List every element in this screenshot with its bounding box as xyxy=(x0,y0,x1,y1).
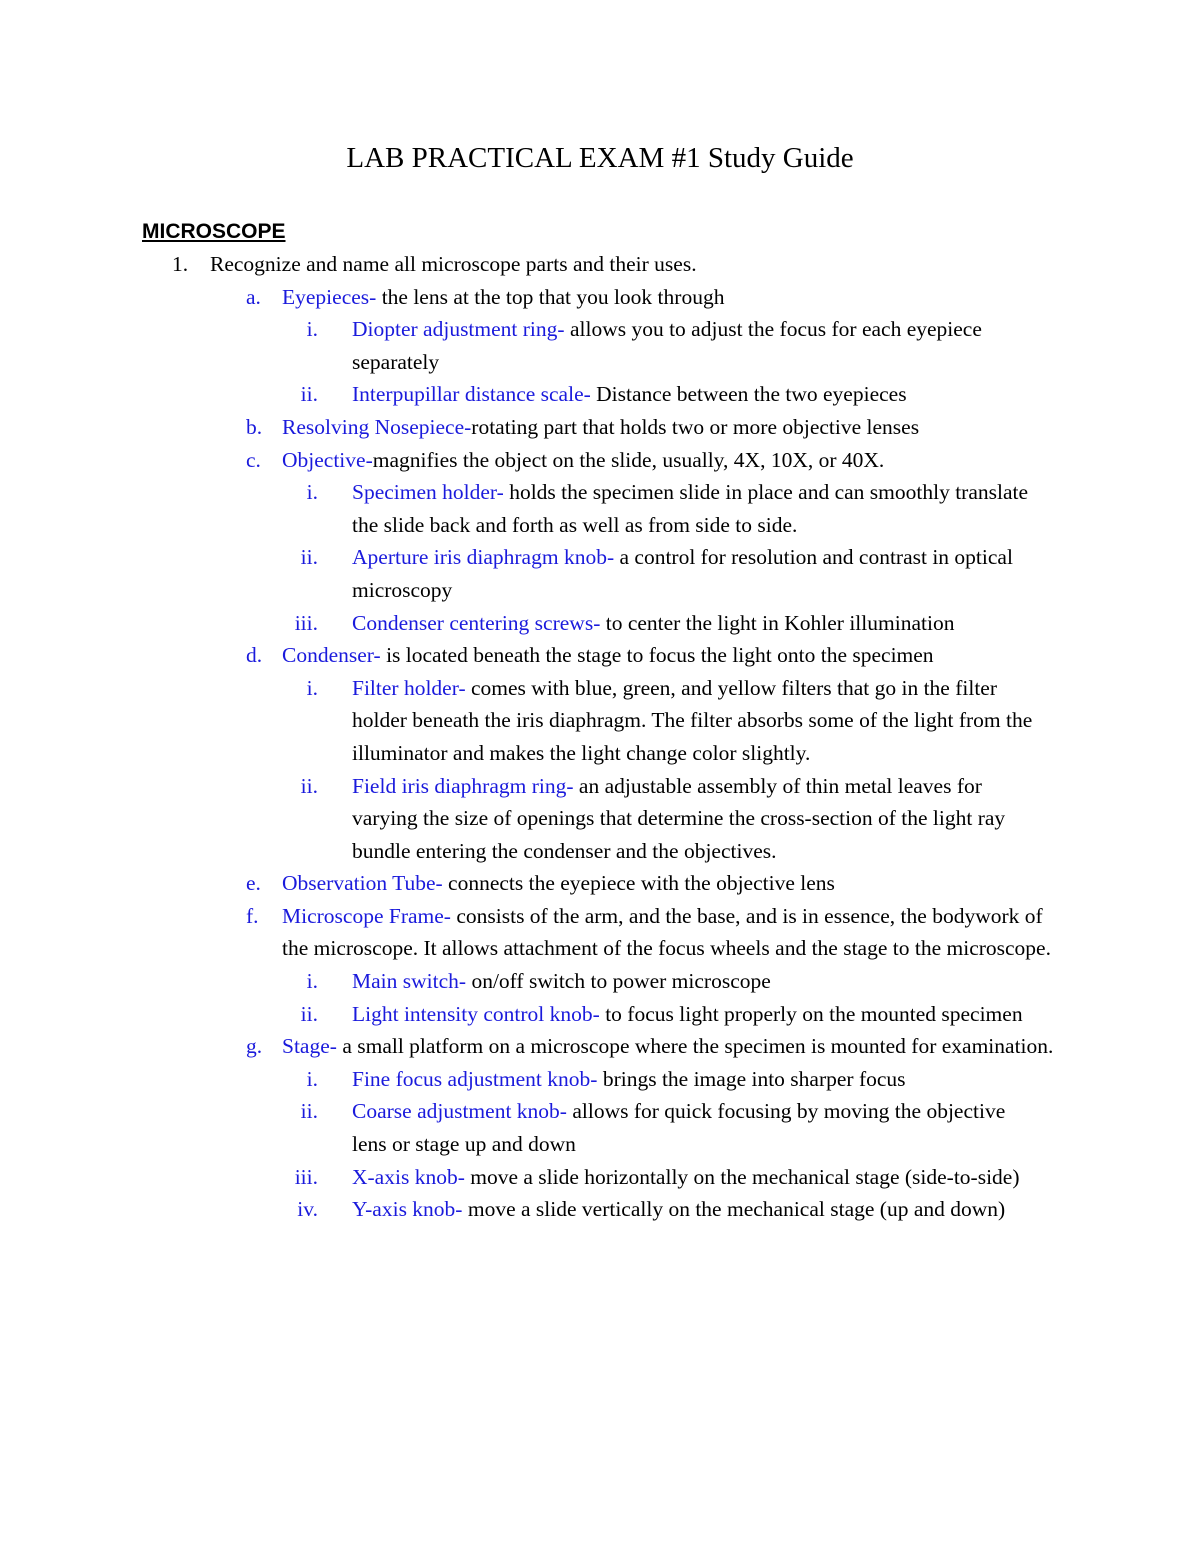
sub-item xyxy=(0,770,1200,868)
sub-item xyxy=(0,998,1200,1031)
part-item xyxy=(0,281,1200,314)
sub-item xyxy=(0,1063,1200,1096)
sub-description: move a slide horizontally on the mechanical stage (side-to-side) xyxy=(464,1164,1020,1189)
list-marker: iii. xyxy=(294,610,318,635)
part-item xyxy=(0,867,1200,900)
part-description: the lens at the top that you look through xyxy=(376,284,725,309)
sub-description: to center the light in Kohler illumination xyxy=(600,610,955,635)
list-marker: 1. xyxy=(172,252,189,276)
sub-entry xyxy=(352,998,1042,1031)
part-entry xyxy=(282,867,1072,900)
sub-description: an adjustable assembly of thin metal leaves for varying the size of openings that determine the cross-section of the light ray bundle entering the condenser and the objectives. xyxy=(352,773,1006,863)
sub-description: comes with blue, green, and yellow filters that go in the filter holder beneath the iris diaphragm. The filter absorbs some of the light from the illuminator and makes the light change color slightly. xyxy=(352,675,1033,765)
sub-entry xyxy=(352,313,1042,378)
list-marker: ii. xyxy=(300,382,318,407)
part-description: a small platform on a microscope where the specimen is mounted for examination. xyxy=(336,1034,1054,1059)
sub-item xyxy=(0,541,1200,606)
sub-term: Coarse adjustment knob- xyxy=(352,1099,567,1124)
list-marker: iv. xyxy=(297,1197,318,1222)
sub-item xyxy=(0,476,1200,541)
page-title: LAB PRACTICAL EXAM #1 Study Guide xyxy=(346,142,854,174)
list-marker: f. xyxy=(246,903,259,928)
sub-entry xyxy=(352,1095,1042,1160)
part-description: rotating part that holds two or more objective lenses xyxy=(471,414,920,439)
sub-term: Diopter adjustment ring- xyxy=(352,317,565,342)
list-marker: ii. xyxy=(300,1099,318,1124)
sub-term: Specimen holder- xyxy=(352,480,504,505)
sub-item xyxy=(0,1193,1200,1226)
sub-entry xyxy=(352,1193,1042,1226)
sub-entry xyxy=(352,541,1042,606)
part-entry xyxy=(282,900,1072,965)
sub-term: X-axis knob- xyxy=(352,1164,465,1189)
part-entry xyxy=(282,444,1072,477)
sub-description: a control for resolution and contrast in optical microscopy xyxy=(352,545,1013,602)
list-marker: d. xyxy=(246,643,263,668)
list-item-text: Recognize and name all microscope parts and their uses. xyxy=(210,252,697,276)
list-item-1 xyxy=(0,248,1200,281)
sub-entry xyxy=(352,607,1042,640)
part-term: Eyepieces- xyxy=(282,284,377,309)
sub-term: Light intensity control knob- xyxy=(352,1001,600,1026)
list-marker: g. xyxy=(246,1034,263,1059)
sub-entry xyxy=(352,672,1042,770)
sub-term: Y-axis knob- xyxy=(352,1197,463,1222)
sub-description: move a slide vertically on the mechanical stage (up and down) xyxy=(462,1197,1006,1222)
sub-entry xyxy=(352,378,1042,411)
part-entry xyxy=(282,411,1072,444)
sub-description: holds the specimen slide in place and can smoothly translate the slide back and forth as well as from side to side. xyxy=(352,480,1029,537)
sub-description: brings the image into sharper focus xyxy=(597,1066,906,1091)
part-term: Stage- xyxy=(282,1034,337,1059)
sub-entry xyxy=(352,1063,1042,1096)
part-description: magnifies the object on the slide, usually, 4X, 10X, or 40X. xyxy=(372,447,885,472)
sub-term: Condenser centering screws- xyxy=(352,610,601,635)
list-marker: e. xyxy=(246,871,261,896)
sub-description: on/off switch to power microscope xyxy=(466,969,771,994)
part-item xyxy=(0,444,1200,477)
section-heading: MICROSCOPE xyxy=(142,220,286,243)
part-term: Objective- xyxy=(282,447,373,472)
list-marker: i. xyxy=(306,969,318,994)
part-item xyxy=(0,411,1200,444)
list-marker: a. xyxy=(246,284,261,309)
sub-item xyxy=(0,1095,1200,1160)
list-marker: i. xyxy=(306,675,318,700)
part-term: Microscope Frame- xyxy=(282,903,451,928)
sub-term: Fine focus adjustment knob- xyxy=(352,1066,598,1091)
list-marker: iii. xyxy=(294,1164,318,1189)
sub-entry xyxy=(352,1161,1042,1194)
sub-item xyxy=(0,1161,1200,1194)
sub-item xyxy=(0,672,1200,770)
list-marker: ii. xyxy=(300,1001,318,1026)
part-term: Observation Tube- xyxy=(282,871,443,896)
sub-item xyxy=(0,378,1200,411)
sub-description: Distance between the two eyepieces xyxy=(590,382,907,407)
list-marker: c. xyxy=(246,447,261,472)
sub-term: Interpupillar distance scale- xyxy=(352,382,591,407)
list-marker: ii. xyxy=(300,545,318,570)
part-entry xyxy=(282,639,1072,672)
list-marker: i. xyxy=(306,1066,318,1091)
part-item xyxy=(0,639,1200,672)
part-description: consists of the arm, and the base, and is in essence, the bodywork of the microscope. It allows attachment of the focus wheels and the stage to the microscope. xyxy=(282,903,1051,961)
part-item xyxy=(0,900,1200,965)
sub-item xyxy=(0,607,1200,640)
sub-term: Aperture iris diaphragm knob- xyxy=(352,545,615,570)
sub-entry xyxy=(352,476,1042,541)
part-entry xyxy=(282,1030,1072,1063)
sub-term: Field iris diaphragm ring- xyxy=(352,773,574,798)
sub-description: to focus light properly on the mounted specimen xyxy=(599,1001,1023,1026)
part-entry xyxy=(282,281,1072,314)
part-description: connects the eyepiece with the objective lens xyxy=(442,871,835,896)
part-term: Condenser- xyxy=(282,643,381,668)
part-description: is located beneath the stage to focus the light onto the specimen xyxy=(380,643,934,668)
list-marker: ii. xyxy=(300,773,318,798)
outline-list xyxy=(0,248,1200,1226)
sub-term: Main switch- xyxy=(352,969,467,994)
list-marker: i. xyxy=(306,480,318,505)
sub-entry xyxy=(352,770,1042,868)
microscope-parts-list xyxy=(0,281,1200,1226)
part-item xyxy=(0,1030,1200,1063)
list-marker: i. xyxy=(306,317,318,342)
list-marker: b. xyxy=(246,414,263,439)
part-term: Resolving Nosepiece- xyxy=(282,414,472,439)
sub-entry xyxy=(352,965,1042,998)
sub-term: Filter holder- xyxy=(352,675,466,700)
sub-description: allows you to adjust the focus for each eyepiece separately xyxy=(352,317,982,374)
sub-description: allows for quick focusing by moving the objective lens or stage up and down xyxy=(352,1099,1006,1157)
sub-item xyxy=(0,965,1200,998)
sub-item xyxy=(0,313,1200,378)
